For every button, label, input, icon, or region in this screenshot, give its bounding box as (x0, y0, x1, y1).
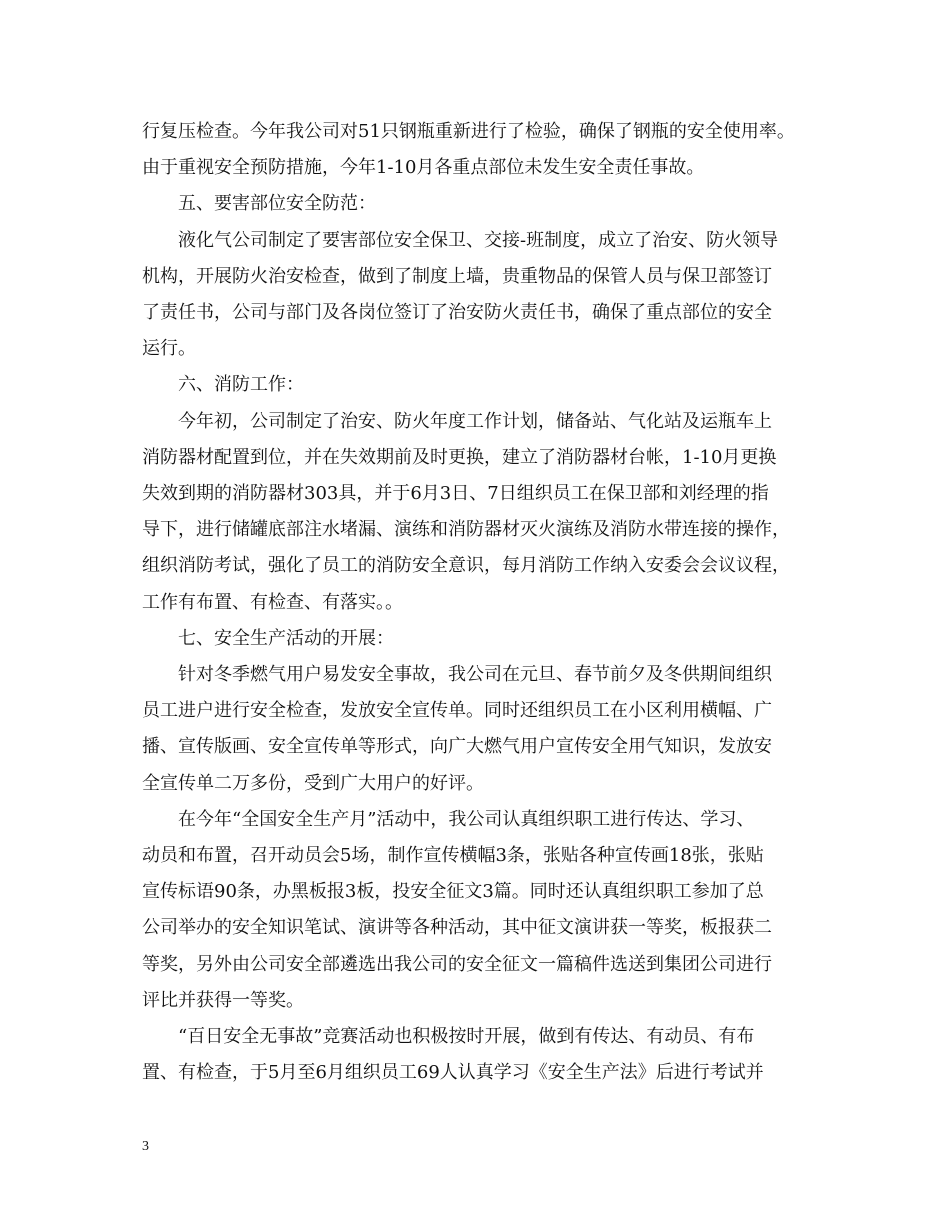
page-number: 3 (142, 1139, 149, 1154)
text-line: 针对冬季燃气用户易发安全事故，我公司在元旦、春节前夕及冬供期间组织 (178, 664, 772, 685)
section-heading: 七、安全生产活动的开展： (178, 628, 394, 649)
text-line: 消防器材配置到位，并在失效期前及时更换，建立了消防器材台帐，1-10月更换 (142, 447, 777, 468)
text-line: 全宣传单二万多份，受到广大用户的好评。 (142, 773, 484, 794)
text-line: “百日安全无事故”竞赛活动也积极按时开展，做到有传达、有动员、有布 (178, 1026, 755, 1047)
text-line: 液化气公司制定了要害部位安全保卫、交接-班制度，成立了治安、防火领导 (178, 230, 779, 251)
text-line: 行复压检查。今年我公司对51只钢瓶重新进行了检验，确保了钢瓶的安全使用率。 (142, 121, 795, 142)
text-line: 组织消防考试，强化了员工的消防安全意识，每月消防工作纳入安委会会议议程， (142, 555, 790, 576)
text-line: 运行。 (142, 338, 196, 359)
text-line: 由于重视安全预防措施，今年1-10月各重点部位未发生安全责任事故。 (142, 157, 705, 178)
section-heading: 六、消防工作： (178, 374, 304, 395)
text-line: 工作有布置、有检查、有落实。。 (142, 592, 403, 613)
text-line: 导下，进行储罐底部注水堵漏、演练和消防器材灭火演练及消防水带连接的操作， (142, 519, 790, 540)
text-line: 宣传标语90条，办黑板报3板，投安全征文3篇。同时还认真组织职工参加了总 (142, 881, 764, 902)
text-line: 公司举办的安全知识笔试、演讲等各种活动，其中征文演讲获一等奖，板报获二 (142, 917, 772, 938)
text-line: 员工进户进行安全检查，发放安全宣传单。同时还组织员工在小区利用横幅、广 (142, 700, 772, 721)
text-line: 播、宣传版画、安全宣传单等形式，向广大燃气用户宣传安全用气知识，发放安 (142, 736, 772, 757)
section-heading: 五、要害部位安全防范： (178, 193, 376, 214)
text-line: 动员和布置，召开动员会5场，制作宣传横幅3条，张贴各种宣传画18张，张贴 (142, 845, 764, 866)
text-line: 评比并获得一等奖。 (142, 990, 304, 1011)
text-line: 等奖，另外由公司安全部遴选出我公司的安全征文一篇稿件选送到集团公司进行 (142, 954, 772, 975)
text-line: 失效到期的消防器材303具，并于6月3日、7日组织员工在保卫部和刘经理的指 (142, 483, 769, 504)
text-line: 在今年“全国安全生产月”活动中，我公司认真组织职工进行传达、学习、 (178, 809, 755, 830)
text-line: 机构，开展防火治安检查，做到了制度上墙，贵重物品的保管人员与保卫部签订 (142, 266, 772, 287)
text-line: 置、有检查，于5月至6月组织员工69人认真学习《安全生产法》后进行考试并 (142, 1062, 764, 1083)
text-line: 了责任书，公司与部门及各岗位签订了治安防火责任书，确保了重点部位的安全 (142, 302, 772, 323)
text-line: 今年初，公司制定了治安、防火年度工作计划，储备站、气化站及运瓶车上 (178, 411, 772, 432)
